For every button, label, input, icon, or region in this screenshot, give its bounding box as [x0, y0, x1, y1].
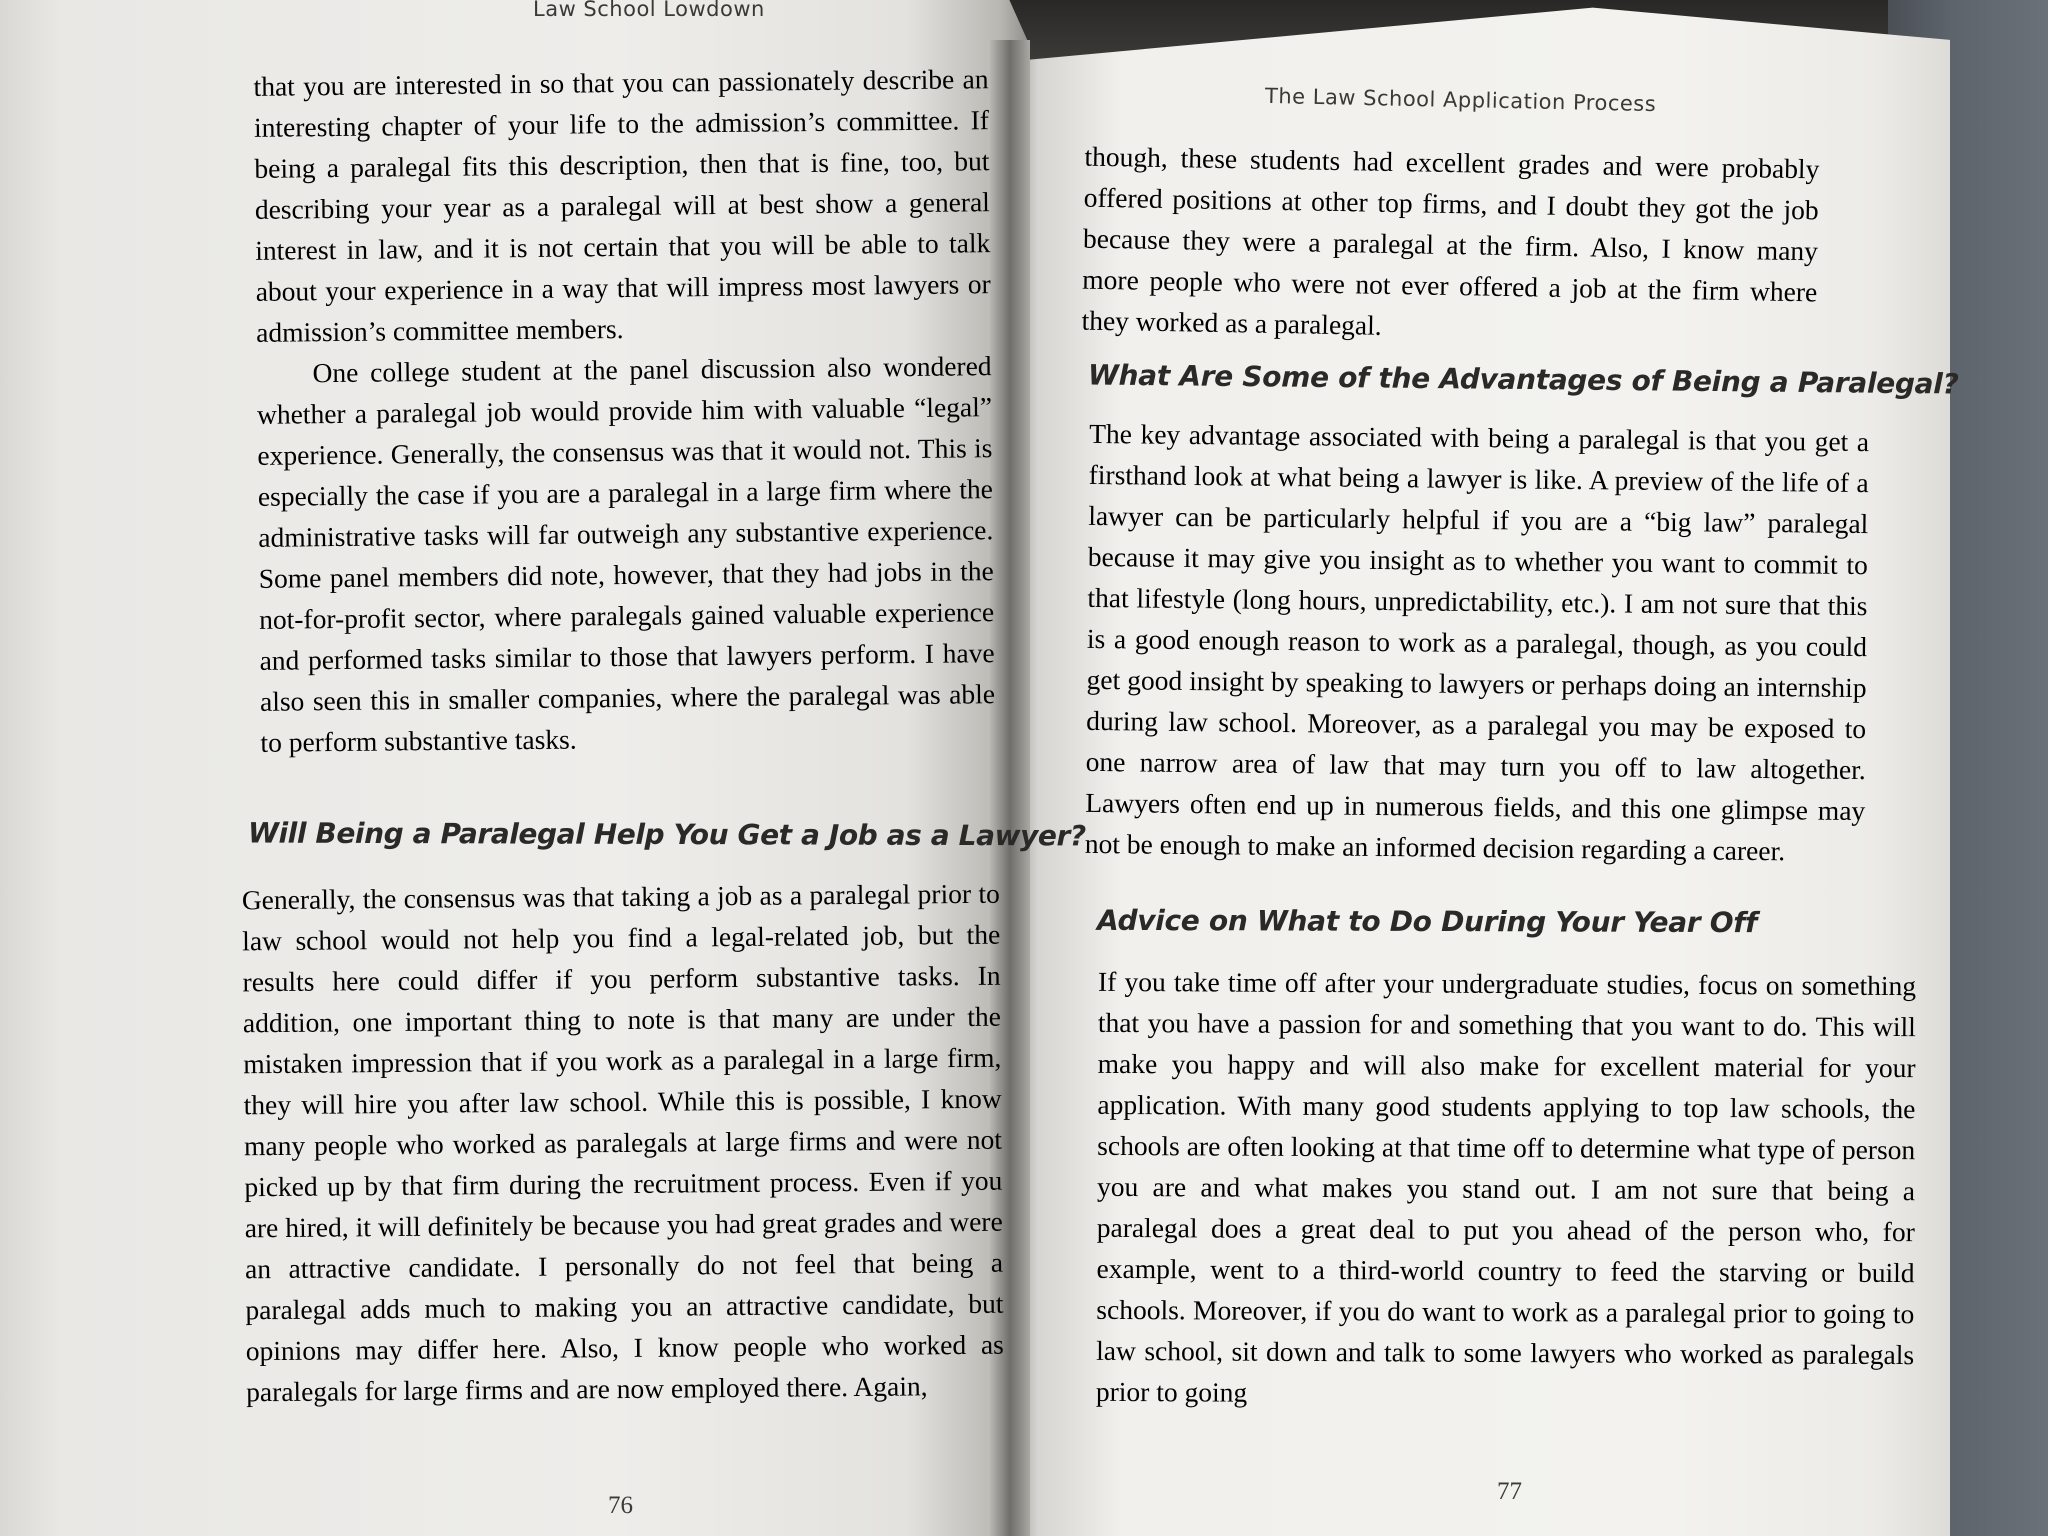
right-body-middle: [1085, 413, 1870, 872]
left-page-number: 76: [608, 1492, 633, 1519]
paragraph: The key advantage associated with being a paralegal is that you get a firsthand look at what being a lawyer is like. A preview of the life of a lawyer can be particularly helpful if you are a “big law” paralegal because it may give you insight as to whether you want to commit to that lifestyle (long hours, unpredictability, etc.). I am not sure that this is a good enough reason to work as a paralegal, though, as you could get good insight by speaking to lawyers or perhaps doing an internship during law school. Moreover, as a paralegal you may be exposed to one narrow area of law that may turn you off to law altogether. Lawyers often end up in numerous fields, and this one glimpse may not be enough to make an informed decision regarding a career.: [1084, 417, 1870, 867]
paragraph: If you take time off after your undergraduate studies, focus on something that you have a passion for and something that you want to do. This will make you happy and will also make for excellent material for your application. With many good students applying to top law schools, the schools are often looking at that time off to determine what type of person you are and what makes you stand out. I am not sure that being a paralegal does a great deal to put you ahead of the person who, for example, went to a third-world country to feed the starving or build schools. Moreover, if you do want to work as a paralegal prior to going to law school, sit down and talk to some lawyers who worked as paralegals prior to going: [1095, 965, 1917, 1408]
paragraph: that you are interested in so that you can passionately describe an interesting chapter of your life to the admission’s committee. If being a paralegal fits this description, then that is fine, too, but describing your year as a paralegal will at best show a general interest in law, and it is not certain that you will be able to talk about your experience in a way that will impress most lawyers or admission’s committee members.: [253, 63, 991, 348]
left-body-top: [253, 58, 995, 763]
right-section-heading-year-off: Advice on What to Do During Your Year Off: [1096, 903, 1758, 940]
left-body-bottom: [242, 873, 1005, 1413]
right-section-heading-advantages: What Are Some of the Advantages of Being a Paralegal?: [1087, 358, 1959, 401]
right-body-bottom: [1096, 961, 1916, 1416]
left-running-head: Law School Lowdown: [533, 0, 765, 21]
paragraph: Generally, the consensus was that taking a job as a paralegal prior to law school would not help you find a legal-related job, but the results here could differ if you perform substantive tasks. In addition, one important thing to note is that many are under the mistaken impression that if you work as a paralegal in a large firm, they will hire you after law school. While this is possible, I know many people who worked as paralegals at large firms and were not picked up by that firm during the recruitment process. Even if you are hired, it will definitely be because you had great grades and were an attractive candidate. I personally do not feel that being a paralegal adds much to making you an attractive candidate, but opinions may differ here. Also, I know people who worked as paralegals for large firms and are now employed there. Again,: [241, 877, 1004, 1408]
right-running-head: The Law School Application Process: [1264, 83, 1657, 117]
paragraph: though, these students had excellent grades and were probably offered positions at other top firms, and I doubt they got the job because they were a paralegal at the firm. Also, I know many more people who were not ever offered a job at the firm where they worked as a paralegal.: [1081, 140, 1820, 341]
right-body-top: [1081, 136, 1819, 354]
left-section-heading: Will Being a Paralegal Help You Get a Job as a Lawyer?: [247, 816, 1086, 853]
right-page-number: 77: [1497, 1478, 1522, 1505]
paragraph: One college student at the panel discussion also wondered whether a paralegal job would provide him with valuable “legal” experience. Generally, the consensus was that it would not. This is especially the case if you are a paralegal in a large firm where the administrative tasks will far outweigh any substantive experience. Some panel members did note, however, that they had jobs in the not-for-profit sector, where paralegals gained valuable experience and performed tasks similar to those that lawyers perform. I have also seen this in smaller companies, where the paralegal was able to perform substantive tasks.: [256, 350, 996, 758]
